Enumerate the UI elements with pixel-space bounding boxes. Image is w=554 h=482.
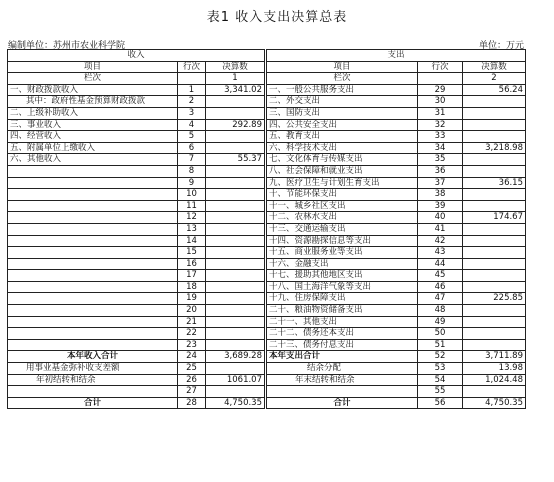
expense-item: 二、外交支出 <box>266 96 418 108</box>
income-item <box>8 328 178 340</box>
expense-row-no: 38 <box>418 189 463 201</box>
income-amount <box>206 270 266 282</box>
income-amount <box>206 293 266 305</box>
income-total-amount: 3,689.28 <box>206 351 266 363</box>
expense-row-no: 35 <box>418 154 463 166</box>
expense-amount <box>463 189 526 201</box>
table-row <box>8 165 526 177</box>
income-item: 五、附属单位上缴收入 <box>8 142 178 154</box>
expense-row-no: 37 <box>418 177 463 189</box>
table-body <box>8 50 526 409</box>
expense-row-no: 36 <box>418 165 463 177</box>
income-total-item: 用事业基金弥补收支差额 <box>8 363 178 375</box>
table-row <box>8 258 526 270</box>
expense-amount <box>463 131 526 143</box>
expense-item: 二十三、债务付息支出 <box>266 339 418 351</box>
income-total-item: 本年收入合计 <box>8 351 178 363</box>
income-row-no: 18 <box>178 281 206 293</box>
expense-row-no: 41 <box>418 223 463 235</box>
income-amount <box>206 177 266 189</box>
income-item <box>8 189 178 201</box>
income-total-amount <box>206 386 266 398</box>
income-item <box>8 235 178 247</box>
expense-total-amount: 3,711.89 <box>463 351 526 363</box>
table-row <box>8 212 526 224</box>
table-row <box>8 316 526 328</box>
expense-total-item: 结余分配 <box>266 363 418 375</box>
expense-amount <box>463 339 526 351</box>
expense-row-no: 33 <box>418 131 463 143</box>
expense-amount <box>463 154 526 166</box>
expense-total-row-no: 56 <box>418 397 463 409</box>
table-row <box>8 189 526 201</box>
expense-total-item: 合计 <box>266 397 418 409</box>
expense-item-header: 项目 <box>266 61 418 73</box>
expense-item: 八、社会保障和就业支出 <box>266 165 418 177</box>
table-row <box>8 270 526 282</box>
expense-total-amount: 13.98 <box>463 363 526 375</box>
income-item <box>8 270 178 282</box>
income-amount <box>206 339 266 351</box>
total-row <box>8 386 526 398</box>
table-row <box>8 107 526 119</box>
income-item <box>8 281 178 293</box>
income-row-no: 21 <box>178 316 206 328</box>
budget-table <box>7 49 526 409</box>
income-total-row-no: 25 <box>178 363 206 375</box>
income-amount <box>206 189 266 201</box>
income-item <box>8 165 178 177</box>
expense-total-row-no: 52 <box>418 351 463 363</box>
income-amount <box>206 223 266 235</box>
expense-row-no: 42 <box>418 235 463 247</box>
expense-row-no: 40 <box>418 212 463 224</box>
expense-row-no: 45 <box>418 270 463 282</box>
income-colindex-blank <box>178 73 206 85</box>
expense-amount <box>463 165 526 177</box>
expense-item: 二十、粮油物资储备支出 <box>266 305 418 317</box>
expense-rowno-header: 行次 <box>418 61 463 73</box>
income-item: 其中：政府性基金预算财政拨款 <box>8 96 178 108</box>
expense-item: 十三、交通运输支出 <box>266 223 418 235</box>
table-row <box>8 119 526 131</box>
expense-total-item: 本年支出合计 <box>266 351 418 363</box>
expense-item: 九、医疗卫生与计划生育支出 <box>266 177 418 189</box>
expense-amount <box>463 200 526 212</box>
expense-amount <box>463 235 526 247</box>
expense-row-no: 32 <box>418 119 463 131</box>
income-row-no: 12 <box>178 212 206 224</box>
income-amount <box>206 247 266 259</box>
income-amount <box>206 235 266 247</box>
expense-item: 十四、资源勘探信息等支出 <box>266 235 418 247</box>
income-row-no: 15 <box>178 247 206 259</box>
income-item <box>8 316 178 328</box>
expense-amount <box>463 316 526 328</box>
expense-total-row-no: 53 <box>418 363 463 375</box>
expense-total-amount: 4,750.35 <box>463 397 526 409</box>
income-row-no: 8 <box>178 165 206 177</box>
income-amount <box>206 281 266 293</box>
income-amount <box>206 142 266 154</box>
expense-item: 十、节能环保支出 <box>266 189 418 201</box>
expense-total-amount <box>463 386 526 398</box>
income-item-header: 项目 <box>8 61 178 73</box>
income-total-amount <box>206 363 266 375</box>
unit-label: 单位：万元 <box>478 41 524 51</box>
income-row-no: 20 <box>178 305 206 317</box>
expense-amount: 36.15 <box>463 177 526 189</box>
income-row-no: 23 <box>178 339 206 351</box>
income-item <box>8 212 178 224</box>
income-amount <box>206 316 266 328</box>
report-title: 表1 收入支出决算总表 <box>206 10 348 25</box>
table-row <box>8 328 526 340</box>
expense-amount <box>463 270 526 282</box>
expense-amount: 225.85 <box>463 293 526 305</box>
income-amount: 55.37 <box>206 154 266 166</box>
table-row <box>8 96 526 108</box>
expense-row-no: 50 <box>418 328 463 340</box>
expense-amount <box>463 96 526 108</box>
income-row-no: 4 <box>178 119 206 131</box>
table-row <box>8 200 526 212</box>
income-item <box>8 258 178 270</box>
expense-colindex-value: 2 <box>463 73 526 85</box>
income-amount: 3,341.02 <box>206 84 266 96</box>
expense-item: 四、公共安全支出 <box>266 119 418 131</box>
income-amount-header: 决算数 <box>206 61 266 73</box>
table-row <box>8 177 526 189</box>
income-amount <box>206 165 266 177</box>
income-row-no: 5 <box>178 131 206 143</box>
expense-amount <box>463 223 526 235</box>
income-item <box>8 200 178 212</box>
expense-item: 六、科学技术支出 <box>266 142 418 154</box>
expense-item: 二十一、其他支出 <box>266 316 418 328</box>
table-row <box>8 223 526 235</box>
expense-header: 支出 <box>266 50 526 62</box>
total-row <box>8 397 526 409</box>
income-row-no: 17 <box>178 270 206 282</box>
expense-row-no: 39 <box>418 200 463 212</box>
column-index-row <box>8 73 526 85</box>
income-row-no: 7 <box>178 154 206 166</box>
income-colindex-value: 1 <box>206 73 266 85</box>
income-total-item <box>8 386 178 398</box>
expense-item: 十二、农林水支出 <box>266 212 418 224</box>
expense-amount: 56.24 <box>463 84 526 96</box>
income-total-row-no: 26 <box>178 374 206 386</box>
expense-item: 三、国防支出 <box>266 107 418 119</box>
income-item: 一、财政拨款收入 <box>8 84 178 96</box>
expense-item: 十九、住房保障支出 <box>266 293 418 305</box>
expense-row-no: 30 <box>418 96 463 108</box>
expense-amount <box>463 247 526 259</box>
expense-row-no: 44 <box>418 258 463 270</box>
expense-total-row-no: 55 <box>418 386 463 398</box>
expense-item: 十一、城乡社区支出 <box>266 200 418 212</box>
income-header: 收入 <box>8 50 266 62</box>
expense-row-no: 29 <box>418 84 463 96</box>
table-row <box>8 281 526 293</box>
income-item <box>8 223 178 235</box>
income-row-no: 3 <box>178 107 206 119</box>
total-row <box>8 351 526 363</box>
table-row <box>8 339 526 351</box>
income-row-no: 14 <box>178 235 206 247</box>
expense-amount <box>463 119 526 131</box>
expense-item: 十七、援助其他地区支出 <box>266 270 418 282</box>
section-header-row <box>8 50 526 62</box>
income-item <box>8 177 178 189</box>
income-total-amount: 4,750.35 <box>206 397 266 409</box>
income-item <box>8 305 178 317</box>
income-amount <box>206 258 266 270</box>
expense-colindex-label: 栏次 <box>266 73 418 85</box>
table-row <box>8 84 526 96</box>
expense-total-row-no: 54 <box>418 374 463 386</box>
income-item: 六、其他收入 <box>8 154 178 166</box>
income-row-no: 9 <box>178 177 206 189</box>
expense-row-no: 31 <box>418 107 463 119</box>
income-amount <box>206 96 266 108</box>
expense-amount: 3,218.98 <box>463 142 526 154</box>
expense-colindex-blank <box>418 73 463 85</box>
table-row <box>8 305 526 317</box>
income-item: 四、经营收入 <box>8 131 178 143</box>
income-amount <box>206 200 266 212</box>
income-amount <box>206 131 266 143</box>
expense-row-no: 46 <box>418 281 463 293</box>
income-total-row-no: 27 <box>178 386 206 398</box>
income-row-no: 2 <box>178 96 206 108</box>
expense-amount <box>463 328 526 340</box>
income-total-row-no: 24 <box>178 351 206 363</box>
expense-row-no: 43 <box>418 247 463 259</box>
total-row <box>8 374 526 386</box>
expense-item: 十八、国土海洋气象等支出 <box>266 281 418 293</box>
table-row <box>8 235 526 247</box>
income-row-no: 13 <box>178 223 206 235</box>
expense-amount-header: 决算数 <box>463 61 526 73</box>
expense-item: 十六、金融支出 <box>266 258 418 270</box>
expense-total-amount: 1,024.48 <box>463 374 526 386</box>
expense-total-item <box>266 386 418 398</box>
income-row-no: 1 <box>178 84 206 96</box>
expense-amount <box>463 258 526 270</box>
expense-amount <box>463 305 526 317</box>
expense-amount <box>463 281 526 293</box>
expense-item: 七、文化体育与传媒支出 <box>266 154 418 166</box>
expense-row-no: 34 <box>418 142 463 154</box>
income-total-item: 合计 <box>8 397 178 409</box>
income-item <box>8 339 178 351</box>
income-row-no: 11 <box>178 200 206 212</box>
table-row <box>8 293 526 305</box>
income-row-no: 16 <box>178 258 206 270</box>
income-total-item: 年初结转和结余 <box>8 374 178 386</box>
income-colindex-label: 栏次 <box>8 73 178 85</box>
expense-total-item: 年末结转和结余 <box>266 374 418 386</box>
expense-item: 十五、商业服务业等支出 <box>266 247 418 259</box>
expense-item: 二十二、债务还本支出 <box>266 328 418 340</box>
income-row-no: 10 <box>178 189 206 201</box>
table-row <box>8 142 526 154</box>
expense-row-no: 47 <box>418 293 463 305</box>
income-amount <box>206 212 266 224</box>
income-total-amount: 1061.07 <box>206 374 266 386</box>
table-row <box>8 131 526 143</box>
income-item <box>8 247 178 259</box>
expense-row-no: 51 <box>418 339 463 351</box>
income-amount: 292.89 <box>206 119 266 131</box>
income-amount <box>206 305 266 317</box>
total-row <box>8 363 526 375</box>
income-item <box>8 293 178 305</box>
expense-row-no: 49 <box>418 316 463 328</box>
table-row <box>8 247 526 259</box>
income-rowno-header: 行次 <box>178 61 206 73</box>
table-row <box>8 154 526 166</box>
income-item: 三、事业收入 <box>8 119 178 131</box>
income-row-no: 19 <box>178 293 206 305</box>
income-item: 二、上级补助收入 <box>8 107 178 119</box>
expense-amount <box>463 107 526 119</box>
expense-item: 一、一般公共服务支出 <box>266 84 418 96</box>
column-header-row <box>8 61 526 73</box>
income-row-no: 6 <box>178 142 206 154</box>
income-row-no: 22 <box>178 328 206 340</box>
expense-row-no: 48 <box>418 305 463 317</box>
income-amount <box>206 328 266 340</box>
expense-item: 五、教育支出 <box>266 131 418 143</box>
expense-amount: 174.67 <box>463 212 526 224</box>
income-total-row-no: 28 <box>178 397 206 409</box>
unit-org: 编制单位：苏州市农业科学院 <box>8 41 126 51</box>
income-amount <box>206 107 266 119</box>
